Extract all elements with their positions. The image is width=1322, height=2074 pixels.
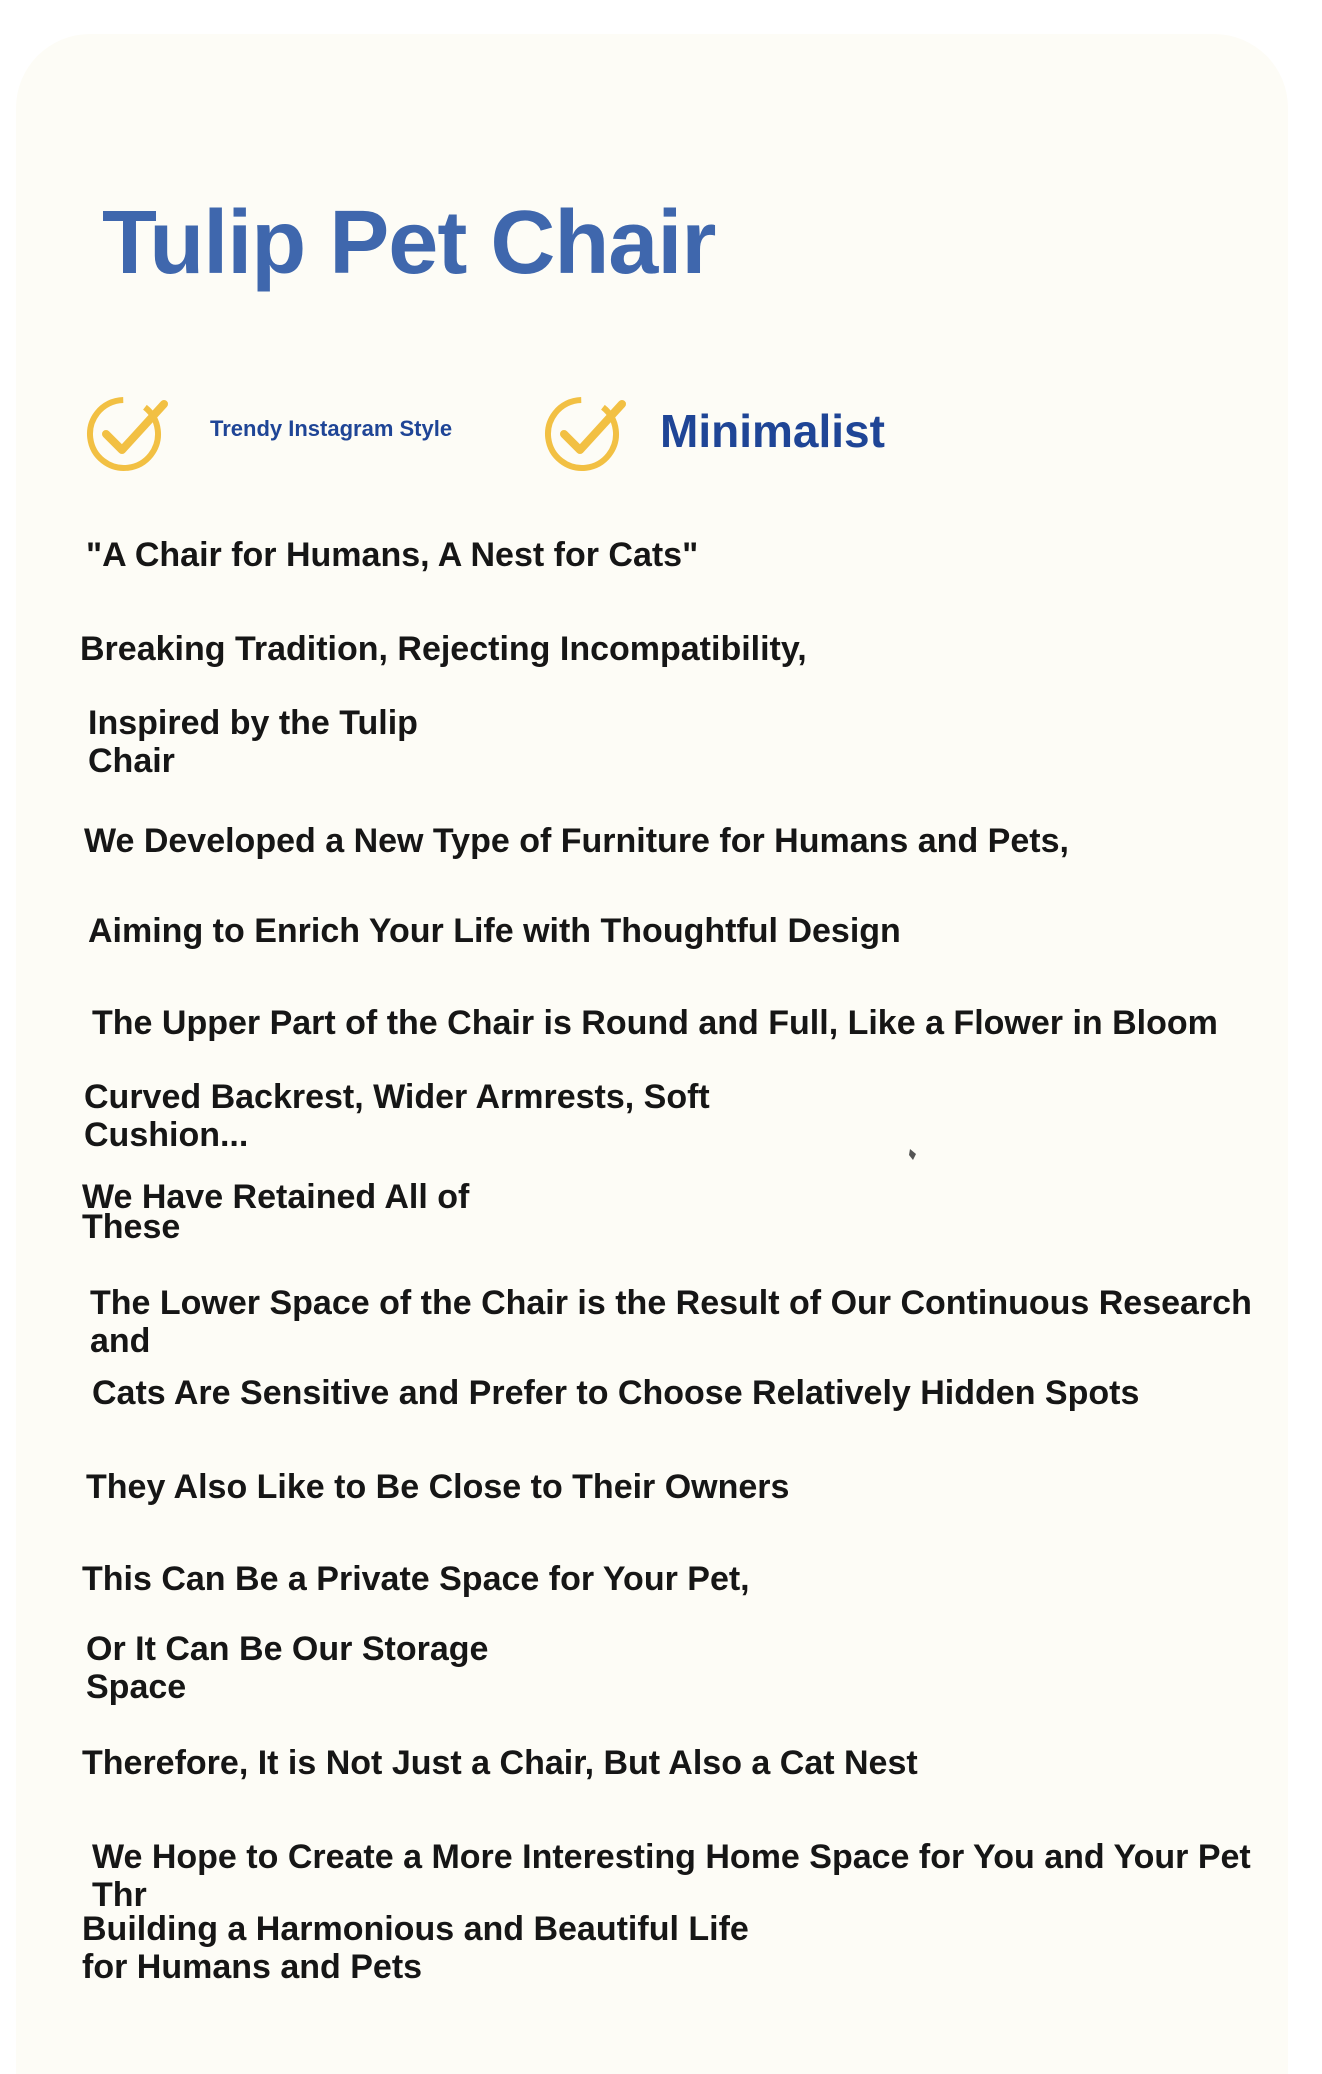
body-line: We Hope to Create a More Interesting Home Space for You and Your Pet Thr xyxy=(92,1838,1251,1914)
body-line: They Also Like to Be Close to Their Owners xyxy=(86,1468,790,1506)
product-title: Tulip Pet Chair xyxy=(102,193,716,293)
body-line: Breaking Tradition, Rejecting Incompatibility, xyxy=(80,630,807,668)
body-line: This Can Be a Private Space for Your Pet, xyxy=(82,1560,750,1598)
tagline: "A Chair for Humans, A Nest for Cats" xyxy=(86,536,699,574)
body-line: We Have Retained All of These xyxy=(82,1178,470,1246)
body-line: The Lower Space of the Chair is the Result of Our Continuous Research and xyxy=(90,1284,1252,1360)
body-line: We Developed a New Type of Furniture for Humans and Pets, xyxy=(84,822,1069,860)
body-line: Or It Can Be Our Storage Space xyxy=(86,1630,489,1706)
body-line: Curved Backrest, Wider Armrests, Soft Cushion... xyxy=(84,1078,710,1154)
body-line: Therefore, It is Not Just a Chair, But Also a Cat Nest xyxy=(82,1744,918,1782)
check-circle-icon xyxy=(86,390,170,474)
body-line: Cats Are Sensitive and Prefer to Choose Relatively Hidden Spots xyxy=(92,1374,1140,1412)
feature-minimalist: Minimalist xyxy=(660,405,885,457)
body-line: Inspired by the Tulip Chair xyxy=(88,704,418,780)
body-line: Aiming to Enrich Your Life with Thoughtful Design xyxy=(88,912,901,950)
feature-trendy-instagram-style: Trendy Instagram Style xyxy=(210,416,453,441)
product-card xyxy=(16,34,1288,2074)
dust-speck xyxy=(908,1148,917,1161)
closing-line: Building a Harmonious and Beautiful Life for Humans and Pets xyxy=(82,1910,749,1986)
check-circle-icon xyxy=(544,390,628,474)
body-line: The Upper Part of the Chair is Round and Full, Like a Flower in Bloom xyxy=(92,1004,1218,1042)
